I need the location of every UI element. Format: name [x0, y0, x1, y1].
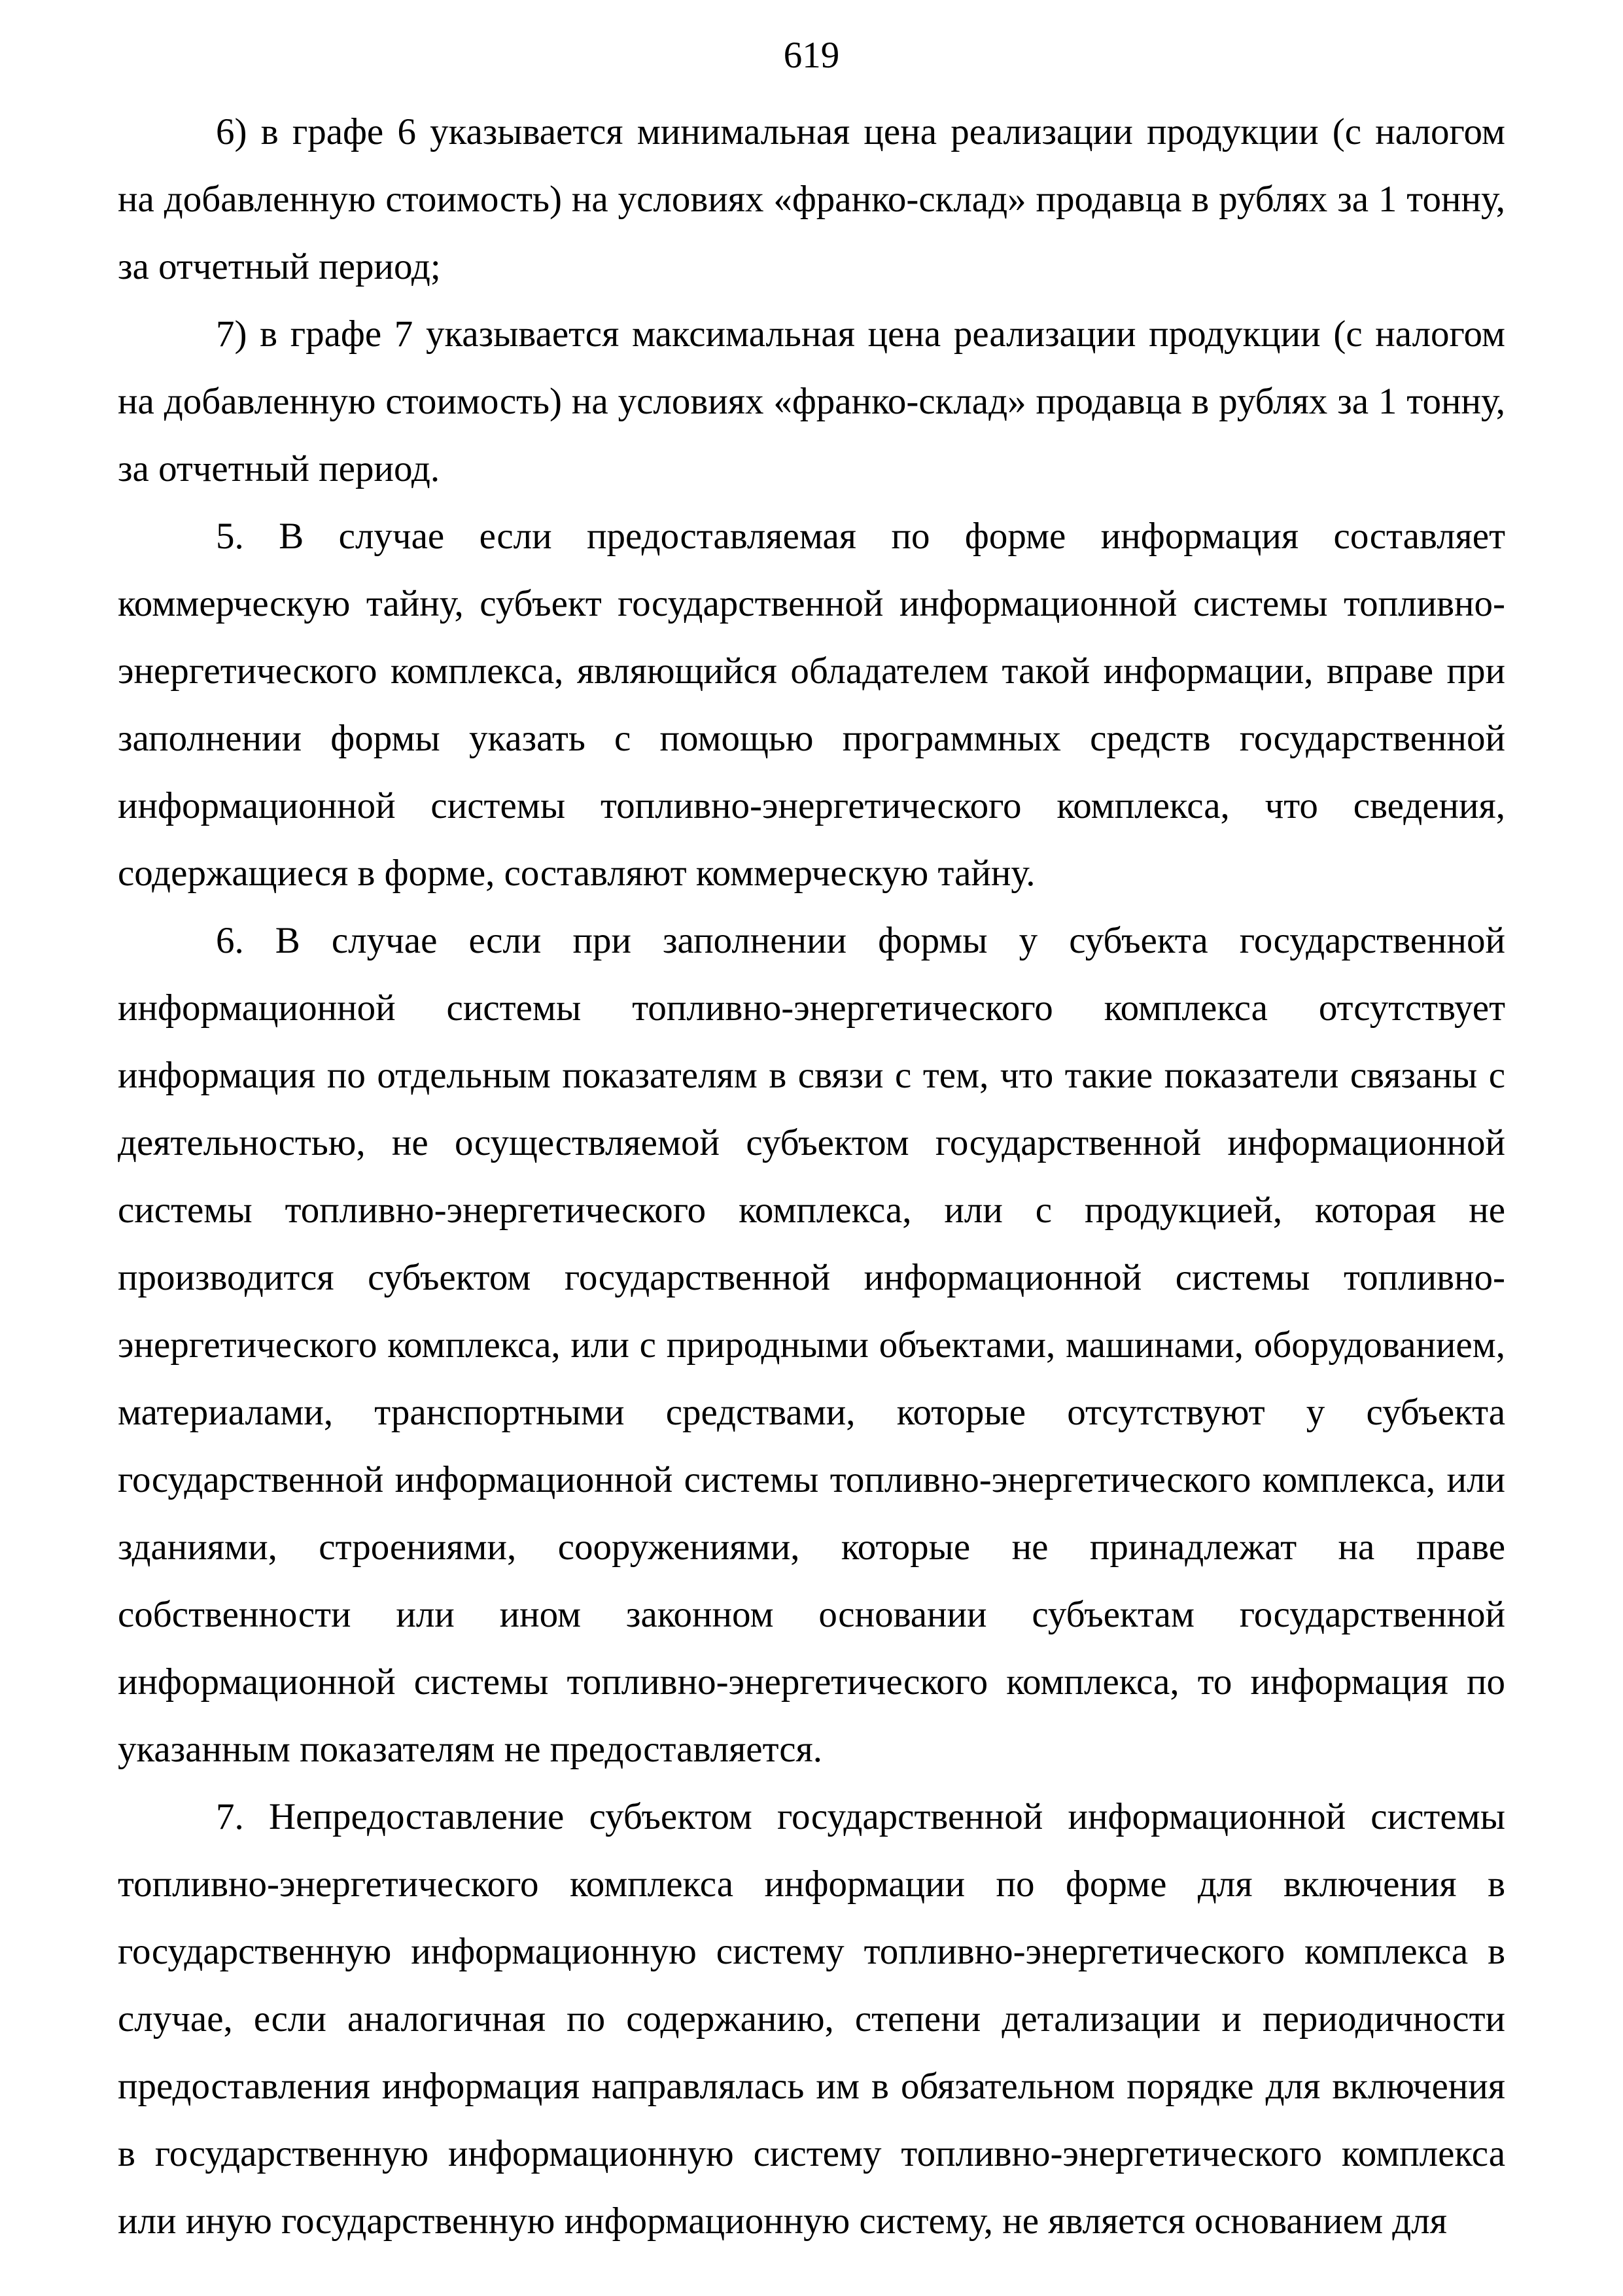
- document-body: [118, 98, 1505, 2255]
- paragraph-7-non-submission: 7. Непредоставление субъектом государственной информационной системы топливно-энергетического комплекса информации по форме для включения в государственную информационную систему топливно-энергетического комплекса в случае, если аналогичная по содержанию, степени детализации и периодичности предоставления информация направлялась им в обязательном порядке для включения в государственную информационную систему топливно-энергетического комплекса или иную государственную информационную систему, не является основанием для: [118, 1796, 1505, 2242]
- page-number: 619: [783, 35, 840, 76]
- paragraph-5-commercial-secret: 5. В случае если предоставляемая по форме информация составляет коммерческую тайну, субъект государственной информационной системы топливно-энергетического комплекса, являющийся обладателем такой информации, вправе при заполнении формы указать с помощью программных средств государственной информационной системы топливно-энергетического комплекса, что сведения, содержащиеся в форме, составляют коммерческую тайну.: [118, 516, 1505, 894]
- paragraph-item-7-max-price: 7) в графе 7 указывается максимальная цена реализации продукции (с налогом на добавленную стоимость) на условиях «франко-склад» продавца в рублях за 1 тонну, за отчетный период.: [118, 313, 1505, 489]
- paragraph-6-missing-information: 6. В случае если при заполнении формы у субъекта государственной информационной системы топливно-энергетического комплекса отсутствует информация по отдельным показателям в связи с тем, что такие показатели связаны с деятельностью, не осуществляемой субъектом государственной информационной системы топливно-энергетического комплекса, или с продукцией, которая не производится субъектом государственной информационной системы топливно-энергетического комплекса, или с природными объектами, машинами, оборудованием, материалами, транспортными средствами, которые отсутствуют у субъекта государственной информационной системы топливно-энергетического комплекса, или зданиями, строениями, сооружениями, которые не принадлежат на праве собственности или ином законном основании субъектам государственной информационной системы топливно-энергетического комплекса, то информация по указанным показателям не предоставляется.: [118, 920, 1505, 1770]
- paragraph-item-6-min-price: 6) в графе 6 указывается минимальная цена реализации продукции (с налогом на добавленную стоимость) на условиях «франко-склад» продавца в рублях за 1 тонну, за отчетный период;: [118, 111, 1505, 287]
